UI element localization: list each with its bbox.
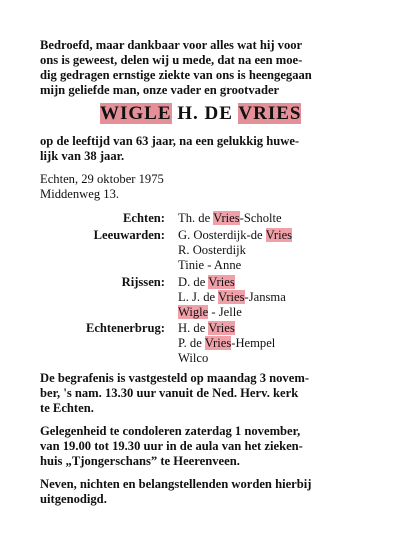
relative-firstname-highlight: Wigle [178, 305, 209, 319]
relative-text: G. Oosterdijk-de [178, 228, 266, 242]
relative-text: - Jelle [208, 305, 242, 319]
intro-line-1: Bedroefd, maar dankbaar voor alles wat hij voor [40, 38, 303, 52]
relative-surname-highlight: Vries [204, 336, 232, 350]
intro-line-2: ons is geweest, delen wij u mede, dat na een moe- [40, 53, 303, 67]
relative-surname-highlight: Vries [218, 290, 245, 304]
place-date: Echten, 29 oktober 1975 [40, 172, 164, 186]
condolence-line-1: Gelegenheid te condoleren zaterdag 1 november, [40, 424, 301, 438]
address: Middenweg 13. [40, 187, 120, 201]
relative-rijssen-3 [178, 305, 242, 320]
age-line-2: lijk van 38 jaar. [40, 149, 125, 163]
funeral-line-1: De begrafenis is vastgesteld op maandag 3 novem- [40, 371, 310, 385]
deceased-first-name: WIGLE [100, 103, 172, 124]
relative-echtenerbrug-3: Wilco [178, 351, 209, 365]
relative-echten-1 [178, 211, 282, 226]
intro-line-3: dig gedragen ernstige ziekte van ons is heengegaan [40, 68, 312, 82]
condolence-line-3: huis „Tjongerschans” te Heerenveen. [40, 454, 240, 468]
closing-line-1: Neven, nichten en belangstellenden worden hierbij [40, 477, 312, 491]
age-line-1: op de leeftijd van 63 jaar, na een gelukkig huwe- [40, 134, 300, 148]
relative-surname-highlight: Vries [208, 321, 235, 335]
relatives-place-echtenerbrug: Echtenerbrug: [85, 321, 165, 335]
funeral-line-3: te Echten. [40, 401, 94, 415]
closing-line-2: uitgenodigd. [40, 492, 107, 506]
deceased-middle: H. DE [171, 103, 239, 124]
relative-rijssen-1 [178, 275, 235, 290]
relative-rijssen-2 [178, 290, 286, 305]
relative-leeuwarden-3: Tinie - Anne [178, 258, 242, 272]
relative-text: D. de [178, 275, 209, 289]
relatives-place-echten: Echten: [123, 211, 165, 225]
relative-text: H. de [178, 321, 209, 335]
relative-text: Th. de [178, 211, 214, 225]
relative-leeuwarden-2: R. Oosterdijk [178, 243, 246, 257]
relative-echtenerbrug-1 [178, 321, 235, 336]
condolence-line-2: van 19.00 tot 19.30 uur in de aula van het zieken- [40, 439, 303, 453]
deceased-name [100, 103, 301, 125]
relative-text: -Jansma [244, 290, 286, 304]
relatives-place-leeuwarden: Leeuwarden: [93, 228, 165, 242]
relative-leeuwarden-1 [178, 228, 292, 243]
relative-text: L. J. de [178, 290, 218, 304]
relative-surname-highlight: Vries [213, 211, 240, 225]
relative-surname-highlight: Vries [208, 275, 235, 289]
relative-surname-highlight: Vries [265, 228, 293, 242]
funeral-line-2: ber, 's nam. 13.30 uur vanuit de Ned. Herv. kerk [40, 386, 299, 400]
relatives-place-rijssen: Rijssen: [121, 275, 165, 289]
deceased-last-name: VRIES [238, 103, 302, 124]
relative-text: -Hempel [231, 336, 276, 350]
relative-text: -Scholte [239, 211, 282, 225]
relative-echtenerbrug-2 [178, 336, 275, 351]
relative-text: P. de [178, 336, 205, 350]
intro-line-4: mijn geliefde man, onze vader en grootvader [40, 83, 280, 97]
